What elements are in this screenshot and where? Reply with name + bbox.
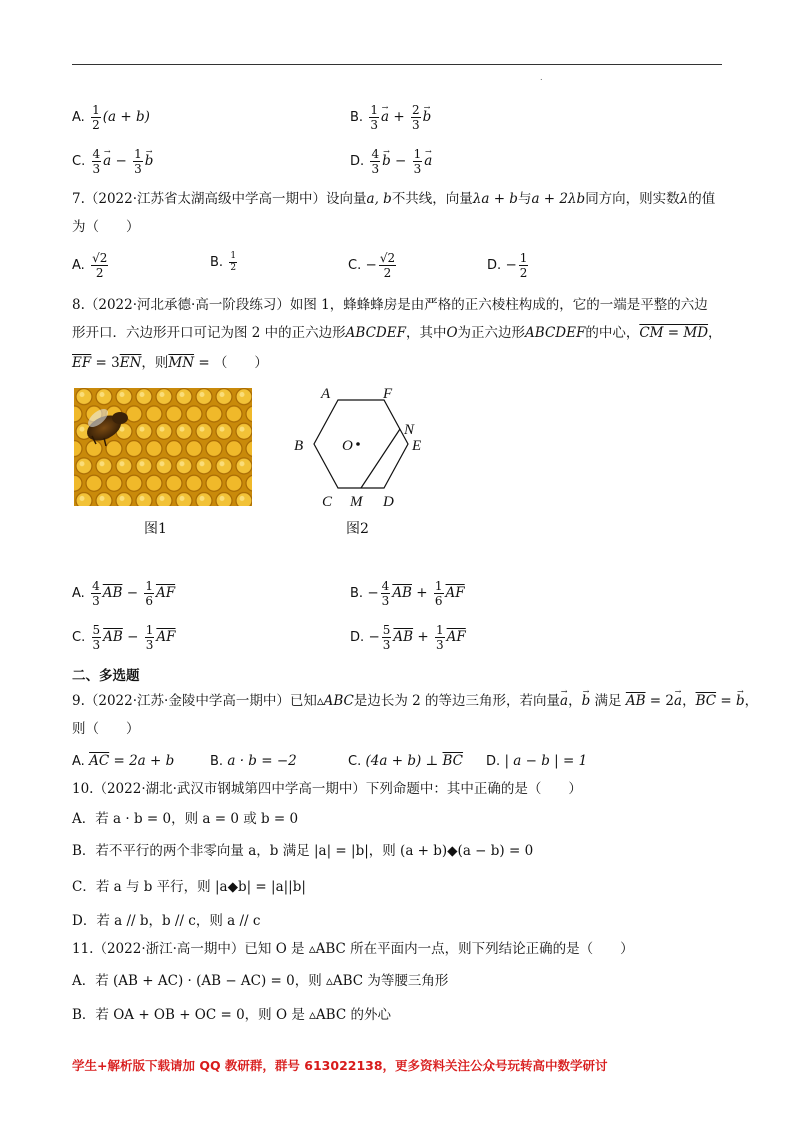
- honeycomb-photo: [74, 388, 252, 506]
- fig1-caption: 图1: [144, 521, 167, 537]
- q9-option-b: B. a · b = −2: [210, 753, 297, 769]
- q8-option-c: C. $\frac{5}{3}$ $\overline{AB}$ − $\frac{1}{3}$ $\overline{AF}$: [72, 623, 176, 652]
- label-O: O: [342, 438, 353, 454]
- header-dot: .: [540, 73, 543, 82]
- label-N: N: [404, 422, 415, 438]
- q10-option-b: B．若不平行的两个非零向量 a，b 满足 |a| = |b|，则 (a + b)◆(a − b) = 0: [72, 843, 534, 859]
- q8-option-d: D. − $\frac{5}{3}$ $\overline{AB}$ + $\frac{1}{3}$ $\overline{AF}$: [350, 623, 466, 652]
- q8-stem-line1: 8.（2022·河北承德·高一阶段练习）如图 1，蜂蜂蜂房是由严格的正六棱柱构成的，它的一端是平整的六边: [72, 297, 708, 313]
- footer-promo: 学生+解析版下载请加 QQ 教研群，群号 613022138，更多资料关注公众号玩转高中数学研讨: [72, 1058, 608, 1073]
- q11-option-b: B．若 OA + OB + OC = 0，则 O 是 ▵ABC 的外心: [72, 1007, 391, 1023]
- label-C: C: [322, 494, 333, 510]
- q7-stem: 7.（2022·江苏省太湖高级中学高一期中）设向量a, b不共线，向量λa + b与a + 2λb同方向，则实数λ的值: [72, 191, 716, 207]
- q10-option-c: C．若 a 与 b 平行，则 |a◆b| = |a||b|: [72, 879, 306, 895]
- q8-option-a: A. $\frac{4}{3}$ $\overline{AB}$ − $\frac{1}{6}$ $\overline{AF}$: [72, 579, 176, 608]
- q8-stem-line3: $\overline{EF} = 3\overline{EN}$，则$\overline{MN}$ = （ ）: [72, 355, 268, 371]
- q7-option-c: C. − $\frac{√2}{2}$: [348, 251, 396, 280]
- label-M: M: [350, 494, 363, 510]
- q7-stem-line2: 为（ ）: [72, 219, 140, 235]
- q9-stem-line2: 则（ ）: [72, 721, 140, 737]
- q9-option-c: C. (4a + b) ⊥ $\overline{BC}$: [348, 753, 464, 769]
- fig2-caption: 图2: [346, 521, 369, 537]
- q10-stem: 10.（2022·湖北·武汉市钢城第四中学高一期中）下列命题中：其中正确的是（ ）: [72, 781, 582, 797]
- label-A: A: [321, 386, 331, 402]
- label-E: E: [412, 438, 422, 454]
- label-D: D: [383, 494, 394, 510]
- q11-stem: 11.（2022·浙江·高一期中）已知 O 是 ▵ABC 所在平面内一点，则下列结论正确的是（ ）: [72, 941, 634, 957]
- q9-option-d: D. | a − b | = 1: [486, 753, 588, 769]
- q7-option-b: B. $\frac{1}{2}$: [210, 251, 237, 273]
- q6-option-a: A. $\frac{1}{2}$ (a + b): [72, 103, 150, 132]
- q8-option-b: B. − $\frac{4}{3}$ $\overline{AB}$ + $\frac{1}{6}$ $\overline{AF}$: [350, 579, 465, 608]
- q9-stem: 9.（2022·江苏·金陵中学高一期中）已知▵ABC是边长为 2 的等边三角形，若向量a →，b → 满足 $\overline{AB} = 2a$ →，$\overline{BC} = b$ →，: [72, 692, 758, 710]
- q6-option-b: B. $\frac{1}{3}$ a → + $\frac{2}{3}$ b →: [350, 104, 431, 131]
- q10-option-d: D．若 a // b，b // c，则 a // c: [72, 913, 261, 929]
- q6-option-d: D. $\frac{4}{3}$ b → − $\frac{1}{3}$ a →: [350, 148, 432, 175]
- q10-option-a: A．若 a · b = 0，则 a = 0 或 b = 0: [72, 811, 299, 827]
- q9-options: A. $\overline{AC} = 2a + b$: [72, 753, 175, 769]
- q7-option-a: A. $\frac{√2}{2}$: [72, 251, 108, 280]
- q7-option-d: D. − $\frac{1}{2}$: [487, 251, 528, 280]
- header-rule: [72, 64, 722, 65]
- label-F: F: [383, 386, 393, 402]
- q8-stem-line2: 形开口．六边形开口可记为图 2 中的正六边形ABCDEF，其中O为正六边形ABCDEF的中心，CM = MD，: [72, 325, 722, 341]
- label-B: B: [294, 438, 304, 454]
- q6-option-c: C. $\frac{4}{3}$ a → − $\frac{1}{3}$ b →: [72, 148, 153, 175]
- q11-option-a: A．若 (AB + AC) · (AB − AC) = 0，则 ▵ABC 为等腰三角形: [72, 973, 449, 989]
- hexagon-figure: [286, 382, 436, 514]
- section-heading-multiple-choice: 二、多选题: [72, 668, 140, 684]
